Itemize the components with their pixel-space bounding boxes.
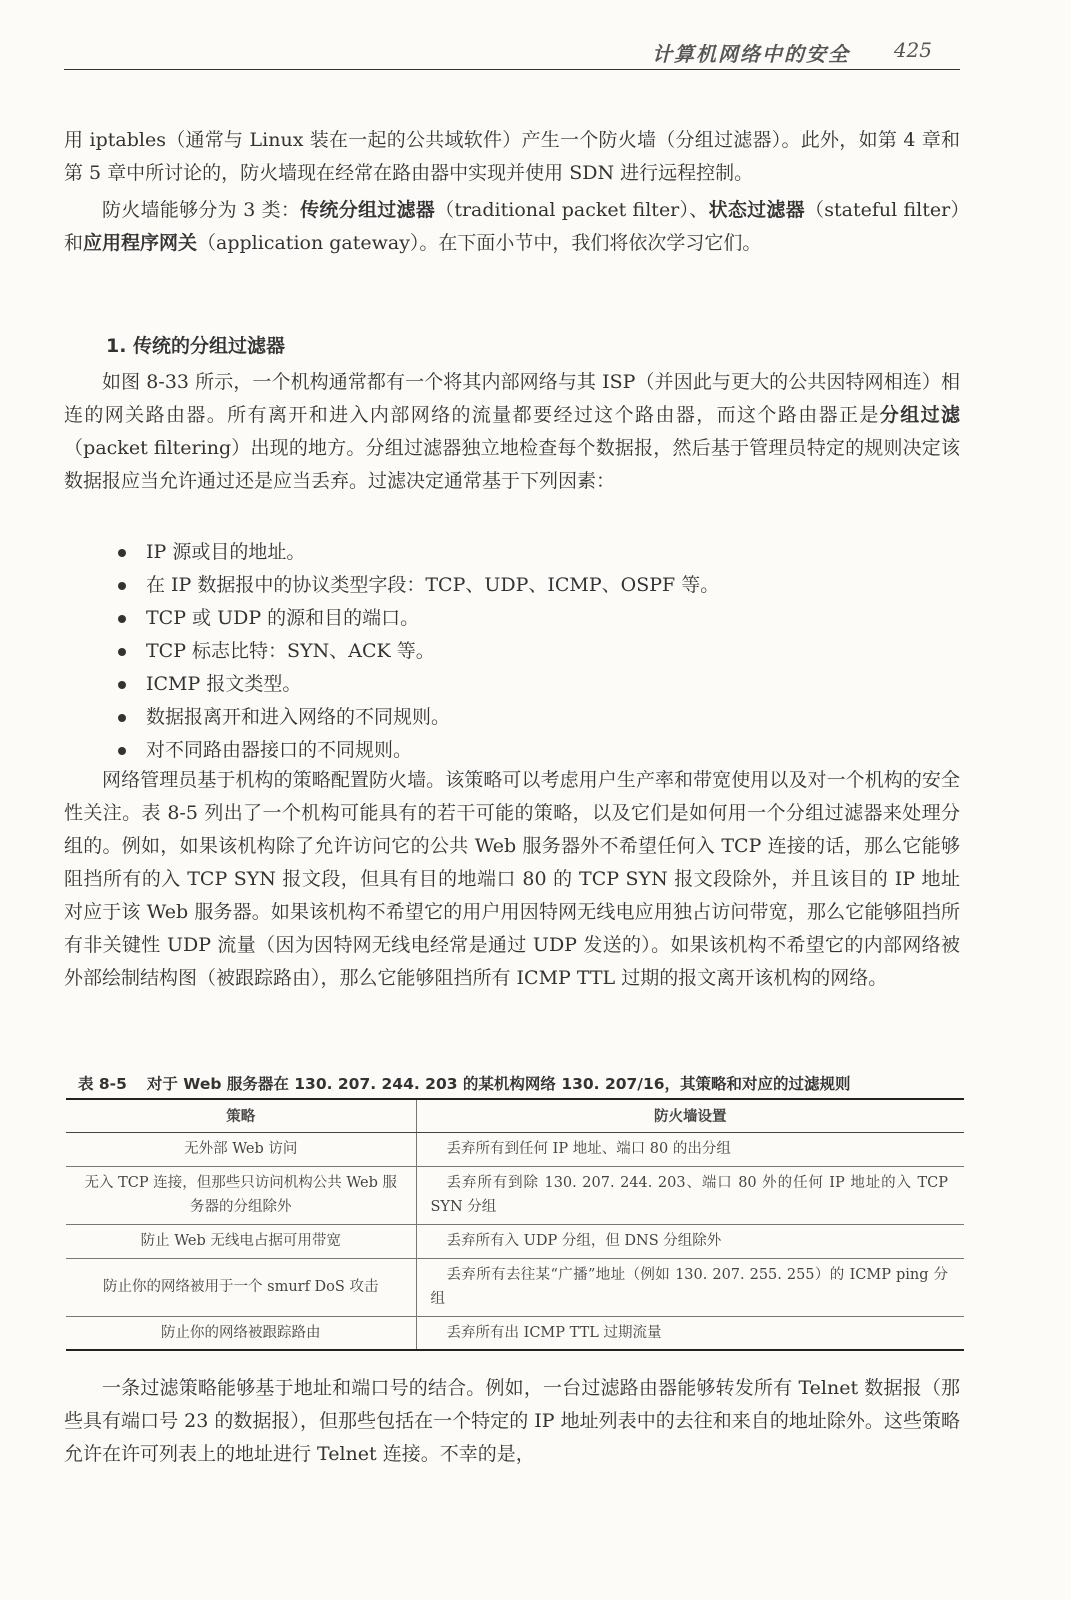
list-item <box>112 668 952 701</box>
p2-d: （application gateway）。在下面小节中，我们将依次学习它们。 <box>197 232 762 254</box>
policy-cell: 防止 Web 无线电占据可用带宽 <box>66 1224 416 1258</box>
page-number: 425 <box>893 38 932 62</box>
list-item-text: TCP 或 UDP 的源和目的端口。 <box>146 607 420 629</box>
term-stateful-filter: 状态过滤器 <box>708 199 805 221</box>
p2-b: （traditional packet filter）、 <box>435 199 709 221</box>
body-top <box>64 124 960 260</box>
list-item <box>112 602 952 635</box>
paragraph-policy: 网络管理员基于机构的策略配置防火墙。该策略可以考虑用户生产率和带宽使用以及对一个机构的安全性关注。表 8-5 列出了一个机构可能具有的若干可能的策略，以及它们是如何用一个分组过滤器来处理分组的。例如，如果该机构除了允许访问它的公共 Web 服务器外不希望任何入 TCP 连接的话，那么它能够阻挡所有的入 TCP SYN 报文段，但具有目的地端口 80 的 TCP SYN 报文段除外，并且该目的 IP 地址对应于该 Web 服务器。如果该机构不希望它的用户用因特网无线电应用独占访问带宽，那么它能够阻挡所有非关键性 UDP 流量（因为因特网无线电经常是通过 UDP 发送的）。如果该机构不希望它的内部网络被外部绘制结构图（被跟踪路由），那么它能够阻挡所有 ICMP TTL 过期的报文离开该机构的网络。 <box>64 769 960 989</box>
setting-cell: 丢弃所有入 UDP 分组，但 DNS 分组除外 <box>416 1224 964 1258</box>
list-item-text: ICMP 报文类型。 <box>146 673 302 695</box>
p3-a: 如图 8-33 所示，一个机构通常都有一个将其内部网络与其 ISP（并因此与更大的公共因特网相连）相连的网关路由器。所有离开和进入内部网络的流量都要经过这个路由器，而这个路由器正是 <box>64 371 960 426</box>
body-policy <box>64 764 960 995</box>
table-row <box>66 1224 964 1258</box>
term-packet-filtering: 分组过滤 <box>879 404 960 426</box>
list-item-text: 在 IP 数据报中的协议类型字段：TCP、UDP、ICMP、OSPF 等。 <box>146 574 720 596</box>
list-item <box>112 701 952 734</box>
policy-cell: 无入 TCP 连接，但那些只访问机构公共 Web 服务器的分组除外 <box>66 1166 416 1224</box>
list-item <box>112 569 952 602</box>
bullet-icon <box>118 681 126 689</box>
filter-factor-list <box>112 536 952 767</box>
bullet-icon <box>118 648 126 656</box>
table-row <box>66 1166 964 1224</box>
table-number: 表 8-5 <box>78 1075 127 1093</box>
p2-c: （stateful filter）和 <box>64 199 960 254</box>
table-row <box>66 1258 964 1316</box>
setting-cell: 丢弃所有到除 130. 207. 244. 203、端口 80 外的任何 IP 地址的入 TCP SYN 分组 <box>416 1166 964 1224</box>
term-traditional-packet-filter: 传统分组过滤器 <box>300 199 436 221</box>
p2-a: 防火墙能够分为 3 类： <box>102 199 301 221</box>
setting-cell: 丢弃所有去往某“广播”地址（例如 130. 207. 255. 255）的 ICMP ping 分组 <box>416 1258 964 1316</box>
body-packet-filtering <box>64 366 960 498</box>
running-header <box>64 36 960 70</box>
running-title: 计算机网络中的安全 <box>652 42 850 66</box>
bullet-icon <box>118 747 126 755</box>
body-address-port <box>64 1372 960 1471</box>
bullet-icon <box>118 714 126 722</box>
table-header-row <box>66 1099 964 1132</box>
paragraph-address-port: 一条过滤策略能够基于地址和端口号的结合。例如，一台过滤路由器能够转发所有 Telnet 数据报（那些具有端口号 23 的数据报），但那些包括在一个特定的 IP 地址列表中的去往和来自的地址除外。这些策略允许在许可列表上的地址进行 Telnet 连接。不幸的是， <box>64 1377 960 1465</box>
policy-table <box>66 1098 964 1351</box>
column-header-policy: 策略 <box>66 1099 416 1132</box>
table-row <box>66 1316 964 1350</box>
paragraph-iptables: 用 iptables（通常与 Linux 装在一起的公共域软件）产生一个防火墙（分组过滤器）。此外，如第 4 章和第 5 章中所讨论的，防火墙现在经常在路由器中实现并使用 SDN 进行远程控制。 <box>64 129 960 184</box>
list-item-text: IP 源或目的地址。 <box>146 541 306 563</box>
paragraph-firewall-types <box>64 194 960 260</box>
paragraph-packet-filtering <box>64 366 960 498</box>
policy-cell: 防止你的网络被用于一个 smurf DoS 攻击 <box>66 1258 416 1316</box>
setting-cell: 丢弃所有到任何 IP 地址、端口 80 的出分组 <box>416 1132 964 1166</box>
table-title: 对于 Web 服务器在 130. 207. 244. 203 的某机构网络 130. 207/16，其策略和对应的过滤规则 <box>146 1075 851 1093</box>
policy-cell: 无外部 Web 访问 <box>66 1132 416 1166</box>
bullet-icon <box>118 615 126 623</box>
bullet-icon <box>118 582 126 590</box>
list-item <box>112 734 952 767</box>
table-row <box>66 1132 964 1166</box>
table-caption <box>78 1072 958 1094</box>
policy-cell: 防止你的网络被跟踪路由 <box>66 1316 416 1350</box>
column-header-firewall-setting: 防火墙设置 <box>416 1099 964 1132</box>
term-application-gateway: 应用程序网关 <box>83 232 198 254</box>
list-item-text: 对不同路由器接口的不同规则。 <box>146 739 413 761</box>
p3-b: （packet filtering）出现的地方。分组过滤器独立地检查每个数据报，然后基于管理员特定的规则决定该数据报应当允许通过还是应当丢弃。过滤决定通常基于下列因素： <box>64 437 960 492</box>
list-item-text: TCP 标志比特：SYN、ACK 等。 <box>146 640 435 662</box>
list-item <box>112 536 952 569</box>
section-heading: 1. 传统的分组过滤器 <box>106 335 286 357</box>
list-item <box>112 635 952 668</box>
bullet-icon <box>118 549 126 557</box>
setting-cell: 丢弃所有出 ICMP TTL 过期流量 <box>416 1316 964 1350</box>
list-item-text: 数据报离开和进入网络的不同规则。 <box>146 706 451 728</box>
